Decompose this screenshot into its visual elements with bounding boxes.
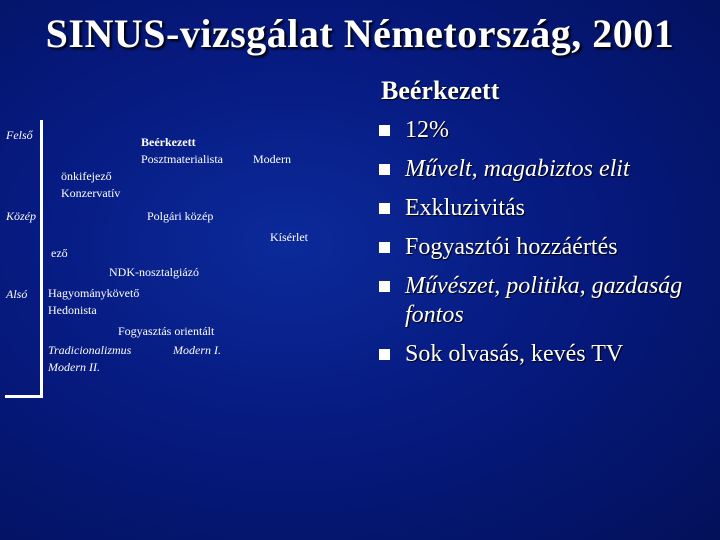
- label-hedonista: Hedonista: [48, 303, 97, 317]
- list-item: Exkluzivitás: [379, 194, 709, 223]
- square-bullet-icon: [379, 349, 390, 360]
- axis-label-upper: Felső: [6, 128, 33, 142]
- label-ndk-nosztalgiazo: NDK-nosztalgiázó: [109, 265, 199, 279]
- square-bullet-icon: [379, 242, 390, 253]
- slide-title: SINUS-vizsgálat Németország, 2001: [45, 11, 675, 56]
- axis-label-lower: Alsó: [6, 287, 28, 301]
- list-item: 12%: [379, 116, 709, 145]
- label-modern-1: Modern I.: [173, 343, 221, 357]
- list-heading: Beérkezett: [381, 76, 500, 105]
- square-bullet-icon: [379, 164, 390, 175]
- label-onkifejezo: önkifejező: [61, 169, 112, 183]
- square-bullet-icon: [379, 125, 390, 136]
- label-kiserlet: Kísérlet: [270, 230, 308, 244]
- list-item: Művészet, politika, gazdaság fontos: [379, 272, 709, 330]
- label-fogyasztas-orientalt: Fogyasztás orientált: [118, 324, 215, 338]
- label-beerkezett: Beérkezett: [141, 135, 196, 149]
- label-ezo: ező: [51, 246, 68, 260]
- horizontal-axis-line: [5, 395, 43, 398]
- bullet-list: [379, 116, 709, 379]
- label-tradicionalizmus: Tradicionalizmus: [48, 343, 132, 357]
- label-konzervativ: Konzervatív: [61, 186, 121, 200]
- list-item: Sok olvasás, kevés TV: [379, 340, 709, 369]
- label-hagyomanykoveto: Hagyománykövető: [48, 286, 140, 300]
- square-bullet-icon: [379, 203, 390, 214]
- label-posztmaterialista: Posztmaterialista: [141, 152, 223, 166]
- label-modern-2: Modern II.: [48, 360, 100, 374]
- label-modern: Modern: [253, 152, 291, 166]
- vertical-axis-line: [40, 120, 43, 398]
- list-item: Művelt, magabiztos elit: [379, 155, 709, 184]
- label-polgari-kozep: Polgári közép: [147, 209, 214, 223]
- square-bullet-icon: [379, 281, 390, 292]
- list-item: Fogyasztói hozzáértés: [379, 233, 709, 262]
- axis-label-middle: Közép: [6, 209, 36, 223]
